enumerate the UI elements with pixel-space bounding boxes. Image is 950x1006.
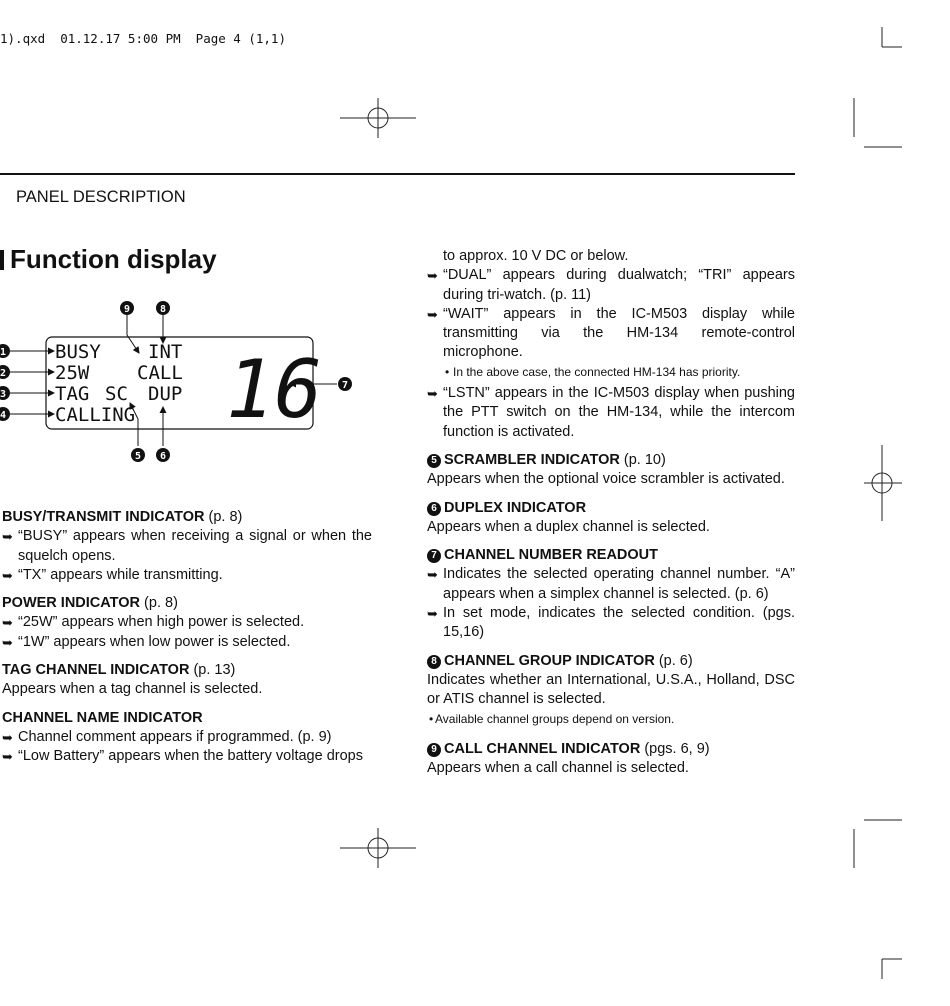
file-info: 1).qxd 01.12.17 5:00 PM Page 4 (1,1) xyxy=(0,31,286,46)
wait-bullet: ➥ “WAIT” appears in the IC-M503 display while transmitting via the HM-134 remote-control microphone. xyxy=(427,305,795,363)
duplex-heading: 6 DUPLEX INDICATOR xyxy=(427,499,795,518)
lcd-power: 25W xyxy=(55,362,90,384)
callout-9: 9 xyxy=(123,304,131,315)
lcd-diagram xyxy=(0,295,360,470)
lcd-busy: BUSY xyxy=(55,341,101,363)
callout-7: 7 xyxy=(341,380,349,391)
lcd-channel-number: 16 xyxy=(226,343,323,436)
callout-4: 4 xyxy=(0,410,7,421)
scrambler-heading: 5 SCRAMBLER INDICATOR (p. 10) xyxy=(427,451,795,470)
busy-heading: BUSY/TRANSMIT INDICATOR (p. 8) xyxy=(2,509,243,525)
channel-group-note: • Available channel groups depend on version. xyxy=(427,710,795,729)
lcd-call: CALL xyxy=(137,362,183,384)
page-title-text: Function display xyxy=(10,244,217,274)
callout-1: 1 xyxy=(0,347,7,358)
callout-6: 6 xyxy=(159,451,167,462)
header-rule xyxy=(0,173,795,175)
tag-heading: TAG CHANNEL INDICATOR (p. 13) xyxy=(2,662,236,679)
callout-5: 5 xyxy=(134,451,142,462)
section-title: PANEL DESCRIPTION xyxy=(16,188,186,206)
channel-number-heading: 7 CHANNEL NUMBER READOUT xyxy=(427,546,795,565)
callout-3: 3 xyxy=(0,389,7,400)
dual-bullet: ➥ “DUAL” appears during dualwatch; “TRI” appears during tri-watch. (p. 11) xyxy=(427,266,795,305)
right-column xyxy=(427,247,795,778)
name-heading: CHANNEL NAME INDICATOR xyxy=(2,709,203,726)
title-marker xyxy=(0,250,4,270)
lcd-dup: DUP xyxy=(148,383,183,405)
wait-note: • In the above case, the connected HM-134 has priority. xyxy=(443,363,795,382)
busy-bullet-1: ➥ “BUSY” appears when receiving a signal or when the squelch opens. xyxy=(2,527,372,566)
call-channel-text: Appears when a call channel is selected. xyxy=(427,760,689,777)
scrambler-text: Appears when the optional voice scrambler is activated. xyxy=(427,471,785,488)
power-heading: POWER INDICATOR (p. 8) xyxy=(2,595,178,612)
name-bullet-2: ➥ “Low Battery” appears when the battery voltage drops xyxy=(2,747,372,766)
page-title xyxy=(0,244,217,275)
lcd-int: INT xyxy=(148,341,183,363)
left-column xyxy=(2,508,372,767)
call-channel-heading: 9 CALL CHANNEL INDICATOR (pgs. 6, 9) xyxy=(427,740,795,759)
channel-number-bullet-1: ➥ Indicates the selected operating channel number. “A” appears when a simplex channel is selected. (p. 6) xyxy=(427,565,795,604)
callout-8: 8 xyxy=(159,304,167,315)
channel-number-bullet-2: ➥ In set mode, indicates the selected condition. (pgs. 15,16) xyxy=(427,604,795,643)
power-bullet-1: ➥ “25W” appears when high power is selected. xyxy=(2,613,372,632)
power-bullet-2: ➥ “1W” appears when low power is selected. xyxy=(2,633,372,652)
channel-group-text: Indicates whether an International, U.S.A., Holland, DSC or ATIS channel is selected. xyxy=(427,671,795,708)
lcd-calling: CALLING xyxy=(55,404,136,426)
lstn-bullet: ➥ “LSTN” appears in the IC-M503 display when pushing the PTT switch on the HM-134, while the intercom function is activated. xyxy=(427,384,795,442)
busy-bullet-2: ➥ “TX” appears while transmitting. xyxy=(2,566,372,585)
tag-text: Appears when a tag channel is selected. xyxy=(2,681,263,698)
continued-text: to approx. 10 V DC or below. xyxy=(443,248,629,264)
name-bullet-1: ➥ Channel comment appears if programmed. (p. 9) xyxy=(2,728,372,747)
channel-group-heading: 8 CHANNEL GROUP INDICATOR (p. 6) xyxy=(427,652,795,671)
callout-2: 2 xyxy=(0,368,7,379)
lcd-sc: SC xyxy=(105,383,128,405)
lcd-tag: TAG xyxy=(55,383,90,405)
duplex-text: Appears when a duplex channel is selected. xyxy=(427,518,710,535)
